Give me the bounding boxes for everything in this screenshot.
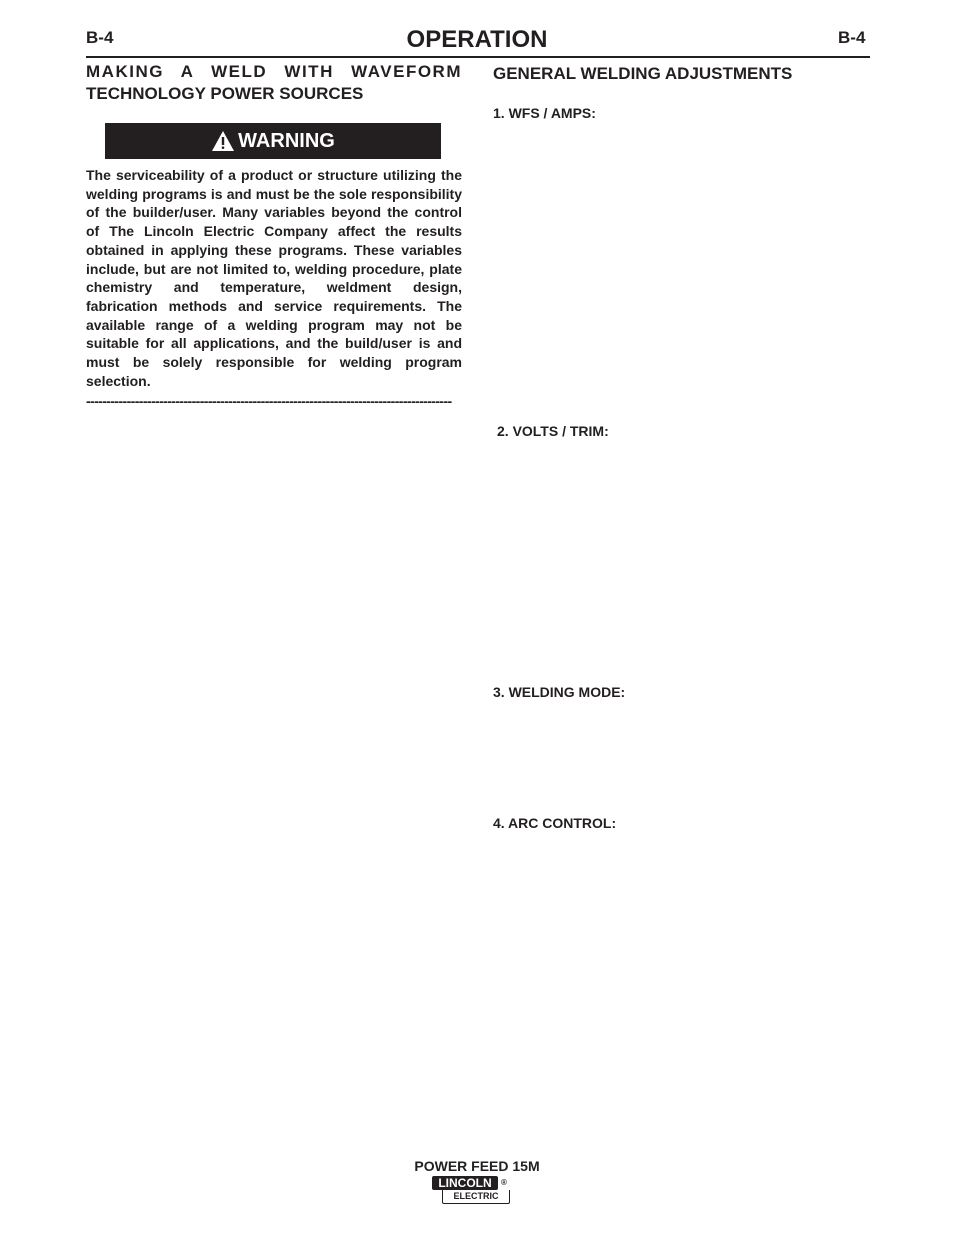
logo-registered-mark: ® [501,1178,507,1187]
left-heading-line1: MAKING A WELD WITH WAVEFORM [86,62,462,81]
right-heading: GENERAL WELDING ADJUSTMENTS [493,64,793,83]
page-code-left: B-4 [86,28,114,47]
left-heading [86,61,462,105]
left-heading-line2: TECHNOLOGY POWER SOURCES [86,84,364,103]
header-rule [86,56,870,58]
lincoln-electric-logo [432,1176,512,1206]
section-title: OPERATION [406,26,548,53]
logo-top-text: LINCOLN [432,1176,498,1190]
warning-box [105,123,441,159]
item-wfs-amps: 1. WFS / AMPS: [493,105,596,121]
footer-model: POWER FEED 15M [414,1158,540,1174]
warning-text: The serviceability of a product or structure utilizing the welding programs is and must be the sole responsibility of the builder/user. Many variables beyond the control of The Lincoln Electric Company affect the results obtained in applying these programs. These variables include, but are not limited to, welding procedure, plate chemistry and temperature, weldment design, fabrication methods and service requirements. The available range of a welding program may not be suitable for all applications, and the build/user is and must be solely responsible for welding program selection. [86,167,462,389]
dash-rule: ------------------------------------------------------------------------------------------ [86,393,452,409]
item-volts-trim: 2. VOLTS / TRIM: [497,423,609,439]
warning-label: WARNING [238,129,335,152]
logo-bottom-text: ELECTRIC [442,1190,510,1204]
warning-triangle-icon [211,130,235,152]
item-arc-control: 4. ARC CONTROL: [493,815,617,831]
page-code-right: B-4 [838,28,866,47]
item-welding-mode: 3. WELDING MODE: [493,684,626,700]
